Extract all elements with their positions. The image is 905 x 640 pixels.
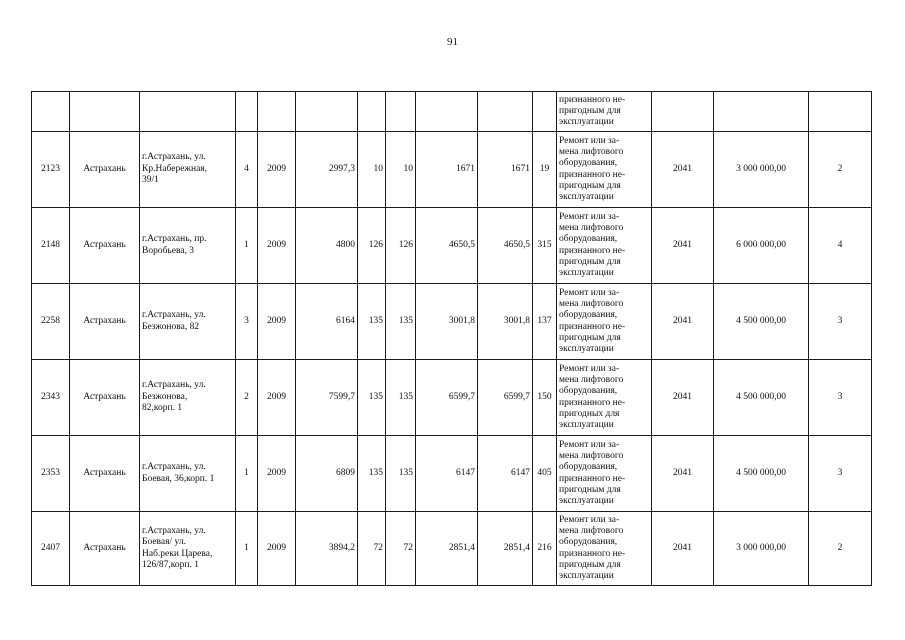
cell-empty [358,92,386,132]
work-line: пригодным для [559,180,621,191]
work-line: эксплуатации [559,496,614,507]
cell-empty [809,92,872,132]
lift-repair-table [31,91,872,586]
cell-col10: 3001,8 [478,284,533,360]
cell-id: 2123 [32,132,70,208]
cell-id: 2353 [32,436,70,512]
cell-col6: 4800 [296,208,358,284]
cell-col9: 3001,8 [416,284,478,360]
cell-work-type [557,512,652,586]
cell-col10: 2851,4 [478,512,533,586]
cell-cost: 6 000 000,00 [714,208,809,284]
work-line: Ремонт или за- [559,135,620,146]
cell-cost: 4 500 000,00 [714,436,809,512]
cell-col11: 216 [533,512,557,586]
address-line: г.Астрахань, ул. [142,525,206,536]
work-line: мена лифтового [559,525,624,536]
work-line: оборудования, [559,158,618,169]
work-line: эксплуатации [559,117,614,128]
cell-address [140,208,236,284]
address-line: Воробьева, 3 [142,245,195,256]
work-line: признанного не- [559,321,626,332]
cell-col13: 2041 [652,284,714,360]
cell-col9: 6599,7 [416,360,478,436]
cell-col15: 2 [809,132,872,208]
cell-id: 2258 [32,284,70,360]
cell-col6: 6809 [296,436,358,512]
cell-col13: 2041 [652,132,714,208]
cell-year: 2009 [258,284,296,360]
work-line: Ремонт или за- [559,211,620,222]
cell-col9: 1671 [416,132,478,208]
table-row-continuation [32,92,872,132]
table-row [32,132,872,208]
cell-empty [652,92,714,132]
work-line: оборудования, [559,386,618,397]
page-number: 91 [447,36,458,48]
cell-cost: 4 500 000,00 [714,360,809,436]
cell-address [140,132,236,208]
cell-city: Астрахань [70,132,140,208]
cell-year: 2009 [258,132,296,208]
work-line: признанного не- [559,548,626,559]
address-line: Боевая/ ул. [142,537,186,548]
address-line: г.Астрахань, ул. [142,462,206,473]
work-line: признанного не- [559,169,626,180]
cell-address [140,512,236,586]
cell-address [140,284,236,360]
address-line: 82,корп. 1 [142,403,183,414]
cell-city: Астрахань [70,284,140,360]
address-line: Наб.реки Царева, [142,548,213,559]
cell-col15: 3 [809,436,872,512]
cell-col15: 4 [809,208,872,284]
cell-col10: 6599,7 [478,360,533,436]
cell-col6: 2997,3 [296,132,358,208]
cell-col8: 10 [386,132,416,208]
work-line: мена лифтового [559,222,624,233]
address-line: 126/87,корп. 1 [142,559,199,570]
cell-empty [714,92,809,132]
cell-col10: 6147 [478,436,533,512]
cell-work-type [557,284,652,360]
work-line: оборудования, [559,234,618,245]
cell-year: 2009 [258,436,296,512]
cell-city: Астрахань [70,208,140,284]
cell-col11: 315 [533,208,557,284]
cell-col7: 135 [358,360,386,436]
cell-id: 2407 [32,512,70,586]
cell-empty [386,92,416,132]
cell-empty [416,92,478,132]
cell-col13: 2041 [652,512,714,586]
work-line: Ремонт или за- [559,514,620,525]
cell-address [140,436,236,512]
cell-col11: 405 [533,436,557,512]
table-row [32,284,872,360]
cell-year: 2009 [258,208,296,284]
work-line: пригодным для [559,105,621,116]
cell-col10: 1671 [478,132,533,208]
work-line: эксплуатации [559,192,614,203]
address-line: г.Астрахань, ул. [142,152,206,163]
address-line: г.Астрахань, ул. [142,310,206,321]
cell-col7: 10 [358,132,386,208]
cell-empty [70,92,140,132]
address-line: Кр.Набережная, [142,163,208,174]
cell-col4: 1 [236,512,258,586]
work-line: Ремонт или за- [559,363,620,374]
cell-col7: 72 [358,512,386,586]
cell-col15: 2 [809,512,872,586]
cell-col11: 137 [533,284,557,360]
cell-work-type [557,132,652,208]
cell-year: 2009 [258,360,296,436]
address-line: 39/1 [142,175,159,186]
cell-col13: 2041 [652,360,714,436]
cell-col13: 2041 [652,436,714,512]
cell-empty [478,92,533,132]
cell-col9: 4650,5 [416,208,478,284]
cell-col11: 19 [533,132,557,208]
address-line: Безжонова, 82 [142,321,200,332]
cell-cost: 4 500 000,00 [714,284,809,360]
cell-col7: 135 [358,284,386,360]
cell-col9: 2851,4 [416,512,478,586]
work-line: оборудования, [559,462,618,473]
work-line: признанного не- [559,397,626,408]
cell-col4: 1 [236,208,258,284]
work-line: мена лифтового [559,298,624,309]
cell-col8: 135 [386,284,416,360]
work-line: оборудования, [559,310,618,321]
cell-empty [296,92,358,132]
work-line: признанного не- [559,245,626,256]
cell-empty [236,92,258,132]
cell-empty [533,92,557,132]
cell-empty [32,92,70,132]
cell-work-type [557,92,652,132]
work-line: мена лифтового [559,146,624,157]
cell-address [140,360,236,436]
cell-col6: 6164 [296,284,358,360]
cell-id: 2148 [32,208,70,284]
work-line: пригодным для [559,484,621,495]
table-row [32,208,872,284]
table-row [32,360,872,436]
work-line: Ремонт или за- [559,439,620,450]
cell-col9: 6147 [416,436,478,512]
work-line: пригодным для [559,256,621,267]
cell-col13: 2041 [652,208,714,284]
cell-city: Астрахань [70,512,140,586]
cell-work-type [557,436,652,512]
cell-year: 2009 [258,512,296,586]
cell-cost: 3 000 000,00 [714,132,809,208]
work-line: признанного не- [559,473,626,484]
cell-col4: 4 [236,132,258,208]
cell-col15: 3 [809,284,872,360]
cell-work-type [557,360,652,436]
cell-cost: 3 000 000,00 [714,512,809,586]
cell-col8: 135 [386,436,416,512]
work-line: эксплуатации [559,420,614,431]
work-line: эксплуатации [559,344,614,355]
cell-col8: 72 [386,512,416,586]
work-line: мена лифтового [559,374,624,385]
work-line: пригодным для [559,559,621,570]
address-line: Боевая, 36,корп. 1 [142,473,215,484]
address-line: Безжонова, [142,391,188,402]
cell-col10: 4650,5 [478,208,533,284]
work-line: Ремонт или за- [559,287,620,298]
cell-col7: 135 [358,436,386,512]
cell-col4: 3 [236,284,258,360]
table-row [32,512,872,586]
cell-col7: 126 [358,208,386,284]
cell-col8: 135 [386,360,416,436]
work-line: мена лифтового [559,450,624,461]
cell-col6: 3894,2 [296,512,358,586]
cell-city: Астрахань [70,436,140,512]
work-line: пригодных для [559,408,620,419]
cell-col8: 126 [386,208,416,284]
cell-work-type [557,208,652,284]
cell-id: 2343 [32,360,70,436]
cell-col4: 1 [236,436,258,512]
cell-empty [140,92,236,132]
cell-col11: 150 [533,360,557,436]
cell-empty [258,92,296,132]
work-line: пригодным для [559,332,621,343]
cell-col4: 2 [236,360,258,436]
cell-col15: 3 [809,360,872,436]
work-line: оборудования, [559,537,618,548]
table-row [32,436,872,512]
work-line: эксплуатации [559,571,614,582]
cell-col6: 7599,7 [296,360,358,436]
work-line: эксплуатации [559,268,614,279]
cell-city: Астрахань [70,360,140,436]
address-line: г.Астрахань, ул. [142,380,206,391]
address-line: г.Астрахань, пр. [142,234,207,245]
work-line: признанного не- [559,94,626,105]
